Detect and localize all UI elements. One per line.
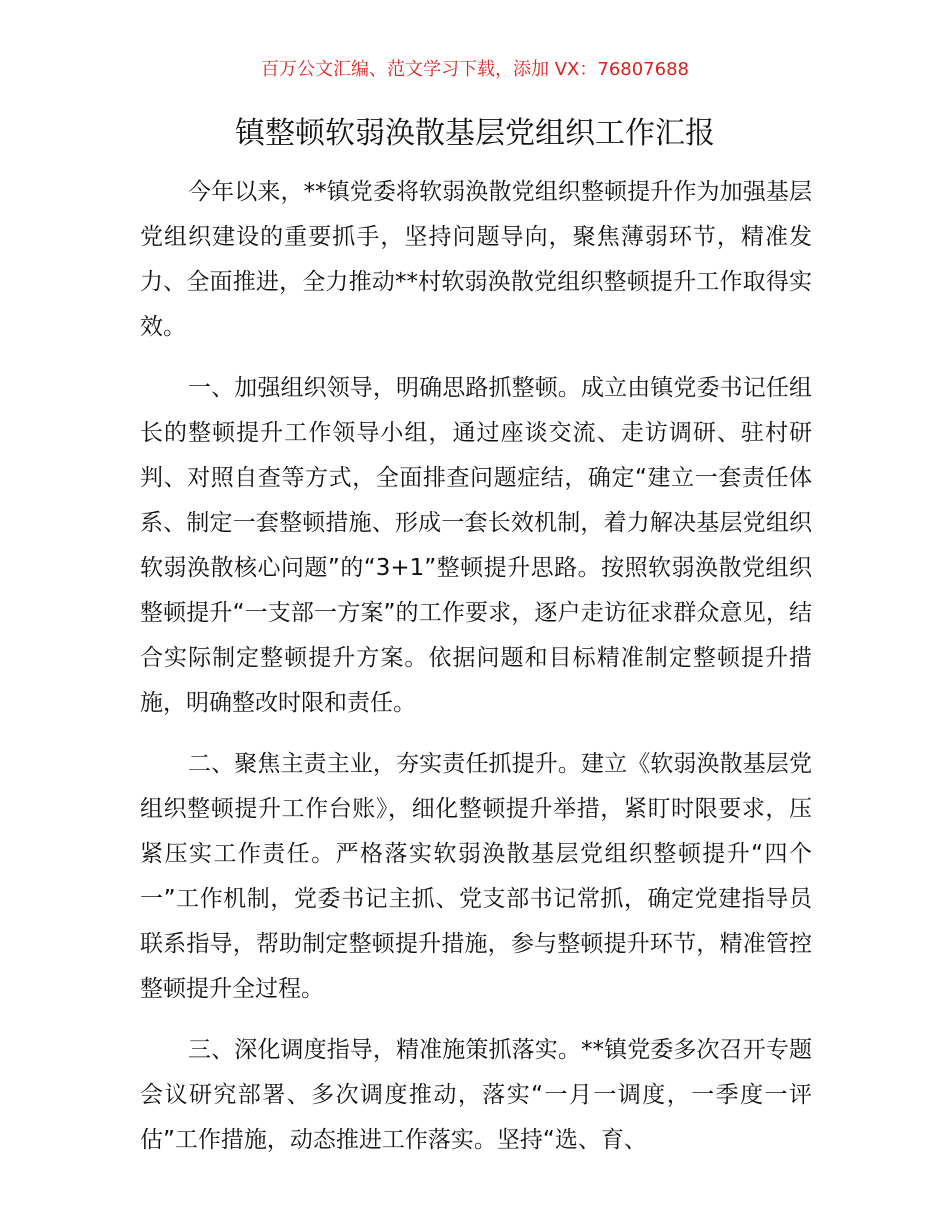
document-title: 镇整顿软弱涣散基层党组织工作汇报	[235, 116, 715, 151]
document-body	[140, 170, 812, 1179]
paragraph-section-1: 一、加强组织领导，明确思路抓整顿。成立由镇党委书记任组长的整顿提升工作领导小组，通过座谈交流、走访调研、驻村研判、对照自查等方式，全面排查问题症结，确定“建立一套责任体系、制定一套整顿措施、形成一套长效机制，着力解决基层党组织软弱涣散核心问题”的“3+1”整顿提升思路。按照软弱涣散党组织整顿提升“一支部一方案”的工作要求，逐户走访征求群众意见，结合实际制定整顿提升方案。依据问题和目标精准制定整顿提升措施，明确整改时限和责任。	[140, 375, 812, 716]
paragraph-section-3: 三、深化调度指导，精准施策抓落实。**镇党委多次召开专题会议研究部署、多次调度推动，落实“一月一调度，一季度一评估”工作措施，动态推进工作落实。坚持“选、育、	[140, 1037, 812, 1153]
paragraph-section-2: 二、聚焦主责主业，夯实责任抓提升。建立《软弱涣散基层党组织整顿提升工作台账》，细化整顿提升举措，紧盯时限要求，压紧压实工作责任。严格落实软弱涣散基层党组织整顿提升“四个一”工作机制，党委书记主抓、党支部书记常抓，确定党建指导员联系指导，帮助制定整顿提升措施，参与整顿提升环节，精准管控整顿提升全过程。	[140, 751, 812, 1002]
header-banner: 百万公文汇编、范文学习下载，添加 VX：76807688	[261, 59, 689, 80]
paragraph-intro: 今年以来，**镇党委将软弱涣散党组织整顿提升作为加强基层党组织建设的重要抓手，坚持问题导向，聚焦薄弱环节，精准发力、全面推进，全力推动**村软弱涣散党组织整顿提升工作取得实效。	[140, 179, 812, 340]
